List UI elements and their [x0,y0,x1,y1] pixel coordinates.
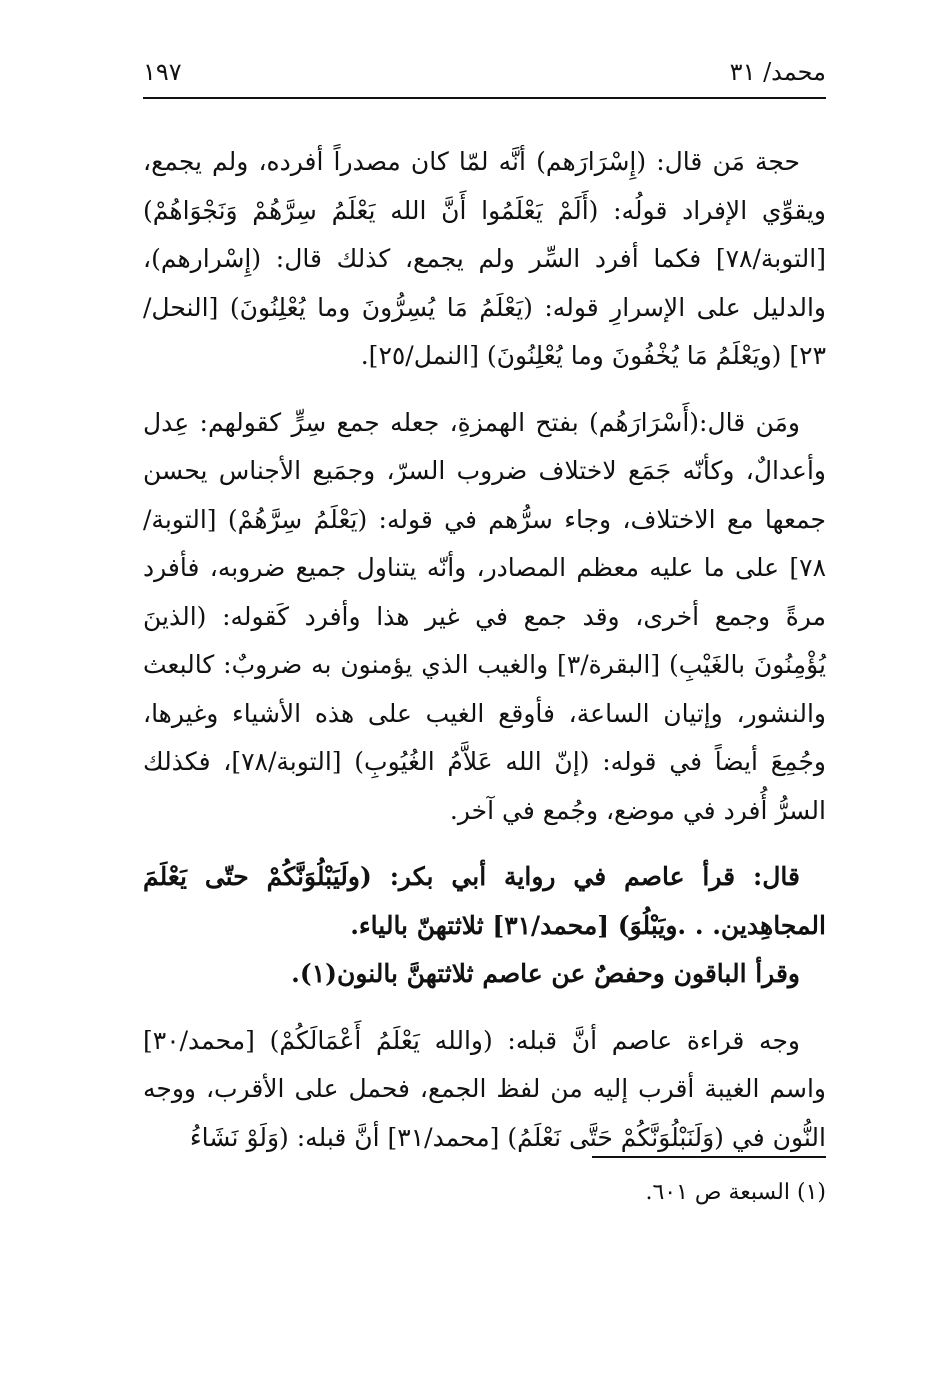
footnote: (١) السبعة ص ٦٠١. [645,1180,826,1205]
footnote-divider [592,1156,826,1158]
paragraph-4-quotation: وقرأ الباقون وحفصٌ عن عاصم ثلاثتهنَّ بالنون(١). [291,959,800,988]
header-divider [143,97,826,99]
paragraph-3-quotation: قال: قرأ عاصم في رواية أبي بكر: (ولَيَبْلُوَنَّكُمْ حتّى يَعْلَمَ المجاهِدين. . .ويَبْلُوَ) [محمد/٣١] ثلاثتهنّ بالياء. [143,862,826,940]
paragraph-2: ومَن قال:(أَسْرَارَهُم) بفتح الهمزةِ، جعله جمع سِرٍّ كقولهم: عِدل وأعدالٌ، وكأنّه جَمَع لاختلاف ضروب السرّ، وجمَيع الأجناس يحسن جمعها مع الاختلاف، وجاء سرُّهم في قوله: (يَعْلَمُ سِرَّهُمْ) [التوبة/٧٨] على ما عليه معظم المصادر، وأنّه يتناول جميع ضروبه، فأفرد مرةً وجمع أخرى، وقد جمع في غير هذا وأفرد كَقوله: (الذينَ يُؤْمِنُونَ بالغَيْبِ) [البقرة/٣] والغيب الذي يؤمنون به ضروبٌ: كالبعث والنشور، وإتيان الساعة، فأوقع الغيب على هذه الأشياء وغيرها، وجُمِعَ أيضاً في قوله: (إنّ الله عَلاَّمُ الغُيُوبِ) [التوبة/٧٨]، فكذلك السرُّ أُفرد في موضع، وجُمع في آخر. [143,407,826,825]
page-header [143,58,826,98]
page-number: ١٩٧ [143,58,182,86]
main-text [143,138,826,1180]
paragraph-5: وجه قراءة عاصم أنَّ قبله: (والله يَعْلَمُ أَعْمَالَكُمْ) [محمد/٣٠] واسم الغيبة أقرب إليه من لفظ الجمع، فحمل على الأقرب، ووجه النُّون في (وَلَنَبْلُوَنَّكُمْ حَتَّى نَعْلَمُ) [محمد/٣١] أنَّ قبله: (وَلَوْ نَشَاءُ [143,1025,826,1152]
surah-reference: محمد/ ٣١ [729,58,826,86]
paragraph-1: حجة مَن قال: (إِسْرَارَهم) أنَّه لمّا كان مصدراً أفرده، ولم يجمع، ويقوِّي الإفراد قولُه: (أَلَمْ يَعْلَمُوا أَنَّ الله يَعْلَمُ سِرَّهُمْ وَنَجْوَاهُمْ) [التوبة/٧٨] فكما أفرد السِّر ولم يجمع، كذلك قال: (إِسْرارهم)، والدليل على الإسرارِ قوله: (يَعْلَمُ مَا يُسِرُّونَ وما يُعْلِنُونَ) [النحل/٢٣] (ويَعْلَمُ مَا يُخْفُونَ وما يُعْلِنُونَ) [النمل/٢٥]. [143,147,826,370]
